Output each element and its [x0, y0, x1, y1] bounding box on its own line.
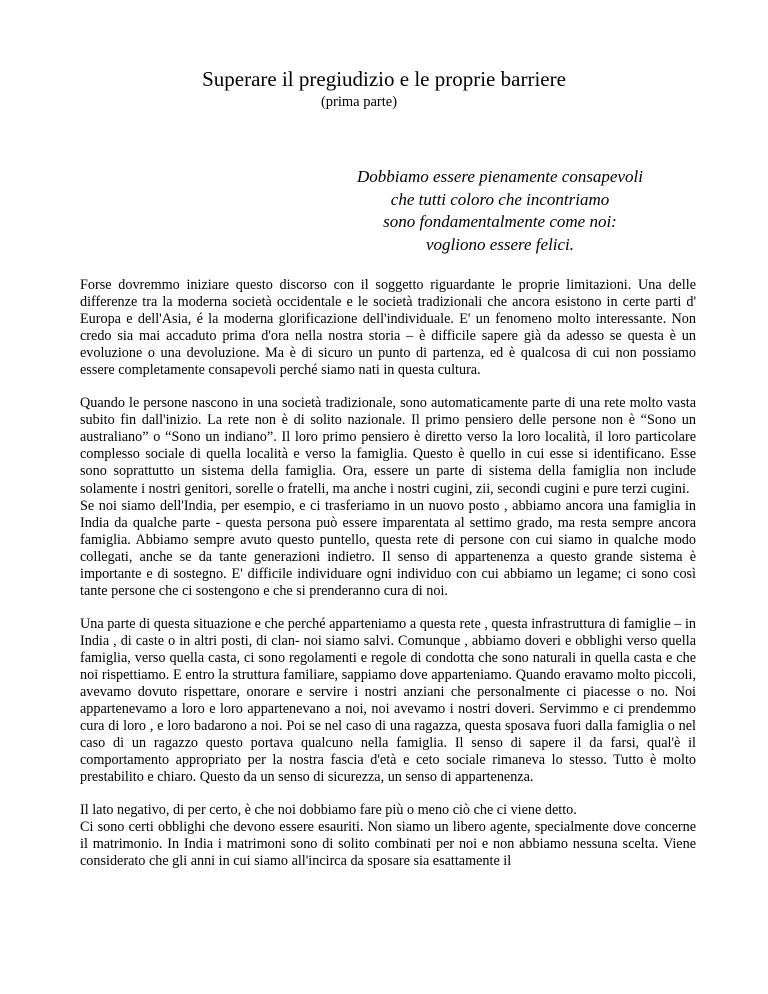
- epigraph-line: Dobbiamo essere pienamente consapevoli: [357, 167, 643, 186]
- epigraph-line: vogliono essere felici.: [425, 234, 575, 254]
- paragraph: Una parte di questa situazione e che perché apparteniamo a questa rete , questa infrastruttura di famiglie – in India , di caste o in altri posti, di clan- noi siamo salvi. Comunque , abbiamo doveri e obblighi verso quella famiglia, verso quella casta, ci sono regolamenti e regole di condotta che sono naturali in quella casta e che noi rispettiamo. E entro la struttura familiare, sappiamo dove apparteniamo. Quando eravamo molto piccoli, avevamo dovuto rispettare, onorare e servire i nostri anziani che personalmente ci piacesse o no. Noi appartenevamo a loro e loro appartenevano a noi, noi avevamo i nostri doveri. Servimmo e ci prendemmo cura di loro , e loro badarono a noi. Poi se nel caso di una ragazza, questa sposava fuori dalla famiglia o nel caso di un ragazzo questo portava qualcuno nella famiglia. Il senso di sapere il da farsi, qual'è il comportamento appropriato per la nostra fascia d'età e ceto sociale rimaneva lo stesso. Tutto è molto prestabilito e chiaro. Questo da un senso di sicurezza, un senso di appartenenza.: [80, 615, 696, 786]
- paragraph: Quando le persone nascono in una società tradizionale, sono automaticamente parte di una rete molto vasta subito fin dall'inizio. La rete non è di solito nazionale. Il primo pensiero delle persone non è “Sono un australiano” o “Sono un indiano”. Il loro primo pensiero è diretto verso la loro località, il loro particolare complesso sociale di quella località e verso la famiglia. Questo è quello in cui esse si identificano. Esse sono soprattutto un sistema della famiglia. Ora, essere un parte di sistema della famiglia non include solamente i nostri genitori, sorelle o fratelli, ma anche i nostri cugini, zii, secondi cugini e pure terzi cugini.: [80, 395, 696, 497]
- body-text: [80, 277, 696, 871]
- paragraph: Forse dovremmo iniziare questo discorso con il soggetto riguardante le proprie limitazioni. Una delle differenze tra la moderna società occidentale e le società tradizionali che ancora esistono in certe parti d' Europa e dell'Asia, é la moderna glorificazione dell'individuale. E' un fenomeno molto interessante. Non credo sia mai accaduto prima d'ora nella nostra storia – è difficile sapere già da adesso se questa è un evoluzione o una devoluzione. Ma è di sicuro un punto di partenza, ed è qualcosa di cui non possiamo essere completamente consapevoli perché siamo nati in questa cultura.: [80, 277, 696, 379]
- paragraph: Il lato negativo, di per certo, è che noi dobbiamo fare più o meno ciò che ci viene detto.: [80, 802, 577, 819]
- epigraph-line: che tutti coloro che incontriamo: [390, 189, 610, 209]
- document-subtitle: (prima parte): [320, 94, 398, 110]
- paragraph: Se noi siamo dell'India, per esempio, e ci trasferiamo in un nuovo posto , abbiamo ancora una famiglia in India da qualche parte - questa persona può essere imparentata al settimo grado, ma resta sempre ancora famiglia. Abbiamo sempre avuto questo puntello, questa rete di persone con cui siamo in qualche modo collegati, anche se da tante generazioni indietro. Il senso di appartenenza a questo grande sistema è importante e di sostegno. E' difficile individuare ogni individuo con cui abbiamo un legame; ci sono così tante persone che ci sostengono e che si prenderanno cura di noi.: [80, 497, 696, 599]
- epigraph-quote: [330, 166, 670, 256]
- document-title: Superare il pregiudizio e le proprie barriere: [202, 67, 566, 91]
- epigraph-line: sono fondamentalmente come noi:: [383, 212, 617, 231]
- paragraph: Ci sono certi obblighi che devono essere esauriti. Non siamo un libero agente, specialmente dove concerne il matrimonio. In India i matrimoni sono di solito combinati per noi e non abbiamo nessuna scelta. Viene considerato che gli anni in cui siamo all'incirca da sposare sia esattamente il: [80, 819, 696, 870]
